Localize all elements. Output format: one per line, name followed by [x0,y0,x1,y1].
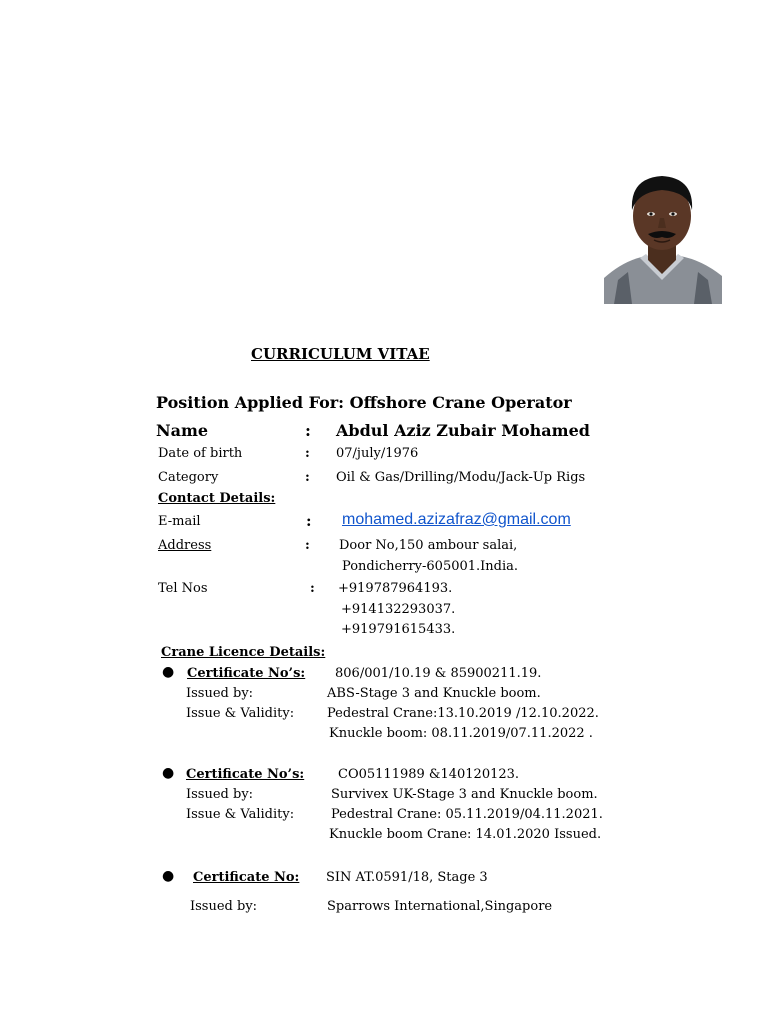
category-label: Category [158,470,219,485]
email-link[interactable]: mohamed.azizafraz@gmail.com [342,511,571,528]
contact-heading: Contact Details: [158,491,276,506]
certificate-1-validity-label: Issue & Validity: [186,706,295,721]
certificate-1-issued-label: Issued by: [186,686,254,701]
certificate-2-validity-label: Issue & Validity: [186,807,295,822]
certificate-2-label: Certificate No’s: [186,767,305,782]
category-value: Oil & Gas/Drilling/Modu/Jack-Up Rigs [336,470,586,485]
bullet-icon: ● [162,664,175,680]
certificate-3-issued-value: Sparrows International,Singapore [327,899,553,914]
certificate-3-issued-label: Issued by: [190,899,258,914]
person-photo-icon [604,170,722,304]
certificate-2-issued-label: Issued by: [186,787,254,802]
tel-line-2: +914132293037. [341,602,456,617]
category-colon: : [305,470,310,485]
certificate-3-number: SIN AT.0591/18, Stage 3 [326,870,488,885]
name-label: Name [156,421,209,440]
certificate-2-validity-line-2: Knuckle boom Crane: 14.01.2020 Issued. [329,827,602,842]
certificate-2-validity-line-1: Pedestral Crane: 05.11.2019/04.11.2021. [331,807,603,822]
position-applied: Position Applied For: Offshore Crane Operator [156,393,572,412]
name-value: Abdul Aziz Zubair Mohamed [336,421,590,440]
licence-heading: Crane Licence Details: [161,645,326,660]
bullet-icon: ● [162,868,175,884]
name-colon: : [305,421,311,440]
certificate-1-issued-value: ABS-Stage 3 and Knuckle boom. [327,686,541,701]
certificate-2-number: CO05111989 &140120123. [338,767,520,782]
document-title: CURRICULUM VITAE [251,345,430,363]
address-line-1: Door No,150 ambour salai, [339,538,518,553]
certificate-1-validity-line-1: Pedestral Crane:13.10.2019 /12.10.2022. [327,706,599,721]
tel-colon: : [310,581,315,596]
dob-colon: : [305,446,310,461]
dob-label: Date of birth [158,446,243,461]
certificate-1-number: 806/001/10.19 & 85900211.19. [335,666,542,681]
certificate-3-label: Certificate No: [193,870,300,885]
dob-value: 07/july/1976 [336,446,419,461]
certificate-1-label: Certificate No’s: [187,666,306,681]
address-line-2: Pondicherry-605001.India. [342,559,519,574]
certificate-1-validity-line-2: Knuckle boom: 08.11.2019/07.11.2022 . [329,726,593,741]
tel-label: Tel Nos [158,581,208,596]
email-label: E-mail [158,514,201,529]
address-colon: : [305,538,310,553]
profile-photo [604,170,722,304]
address-label: Address [158,538,212,553]
bullet-icon: ● [162,765,175,781]
certificate-2-issued-value: Survivex UK-Stage 3 and Knuckle boom. [331,787,598,802]
email-colon: : [306,512,312,530]
tel-line-3: +919791615433. [341,622,456,637]
tel-line-1: +919787964193. [338,581,453,596]
